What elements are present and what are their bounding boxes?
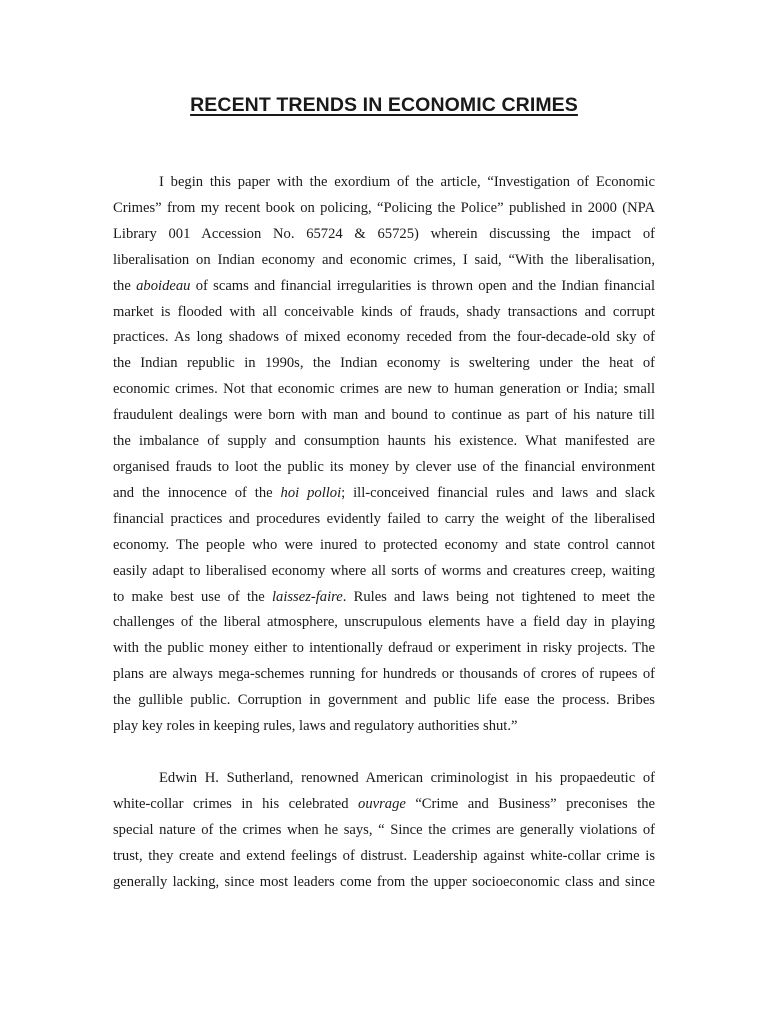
paragraph-line: financial practices and procedures evidently failed to carry the weight of the liberalised [113, 510, 655, 527]
paragraph-line: generally lacking, since most leaders come from the upper socioeconomic class and since [113, 873, 655, 890]
paragraph-line: I begin this paper with the exordium of the article, “Investigation of Economic [159, 174, 655, 190]
paragraph-line: practices. As long shadows of mixed economy receded from the four-decade-old sky of [113, 329, 655, 346]
paragraph-line: plans are always mega-schemes running for hundreds or thousands of crores of rupees of [113, 666, 655, 683]
paragraph-line: with the public money either to intentionally defraud or experiment in risky projects. The [113, 640, 655, 657]
paragraph-line: special nature of the crimes when he says, “ Since the crimes are generally violations of [113, 821, 655, 838]
italic-term: aboideau [136, 277, 191, 294]
paragraph-line: trust, they create and extend feelings of distrust. Leadership against white-collar crime is [113, 847, 655, 864]
paragraph-line: the gullible public. Corruption in government and public life ease the process. Bribes [113, 692, 655, 709]
paragraph-line: to make best use of the laissez-faire. Rules and laws being not tightened to meet the [113, 588, 656, 605]
paragraph-line: and the innocence of the hoi polloi; ill-conceived financial rules and laws and slack [113, 484, 655, 501]
paragraph-line: the Indian republic in 1990s, the Indian economy is sweltering under the heat of [113, 355, 655, 372]
document-page [113, 92, 655, 895]
italic-term: ouvrage [358, 795, 406, 812]
paragraph-line: easily adapt to liberalised economy where all sorts of worms and creatures creep, waiting [113, 562, 655, 579]
paragraph-1 [113, 170, 655, 740]
paragraph-line: white-collar crimes in his celebrated ouvrage “Crime and Business” preconises the [113, 795, 655, 812]
italic-term: laissez-faire [271, 588, 343, 605]
paragraph-line: Library 001 Accession No. 65724 & 65725) wherein discussing the impact of [113, 225, 655, 242]
paragraph-line: market is flooded with all conceivable kinds of frauds, shady transactions and corrupt [113, 303, 655, 320]
paragraph-line: Edwin H. Sutherland, renowned American criminologist in his propaedeutic of [159, 769, 655, 786]
paragraph-line: play key roles in keeping rules, laws and regulatory authorities shut.” [113, 718, 518, 735]
paragraph-line: the imbalance of supply and consumption haunts his existence. What manifested are [113, 433, 655, 450]
paragraph-line: liberalisation on Indian economy and economic crimes, I said, “With the liberalisation, [113, 251, 655, 268]
paragraph-2 [113, 766, 655, 896]
paragraph-line: challenges of the liberal atmosphere, unscrupulous elements have a field day in playing [113, 614, 655, 631]
paragraph-line: fraudulent dealings were born with man and bound to continue as part of his nature till [113, 407, 655, 424]
paragraph-line: the aboideau of scams and financial irregularities is thrown open and the Indian financial [113, 277, 655, 294]
paragraph-line: Crimes” from my recent book on policing, “Policing the Police” published in 2000 (NPA [113, 199, 655, 216]
paragraph-line: economic crimes. Not that economic crimes are new to human generation or India; small [113, 381, 655, 398]
document-title: RECENT TRENDS IN ECONOMIC CRIMES [190, 94, 578, 116]
paragraph-line: economy. The people who were inured to protected economy and state control cannot [113, 536, 655, 553]
italic-term: hoi polloi [280, 484, 342, 501]
paragraph-line: organised frauds to loot the public its money by clever use of the financial environment [113, 458, 655, 475]
